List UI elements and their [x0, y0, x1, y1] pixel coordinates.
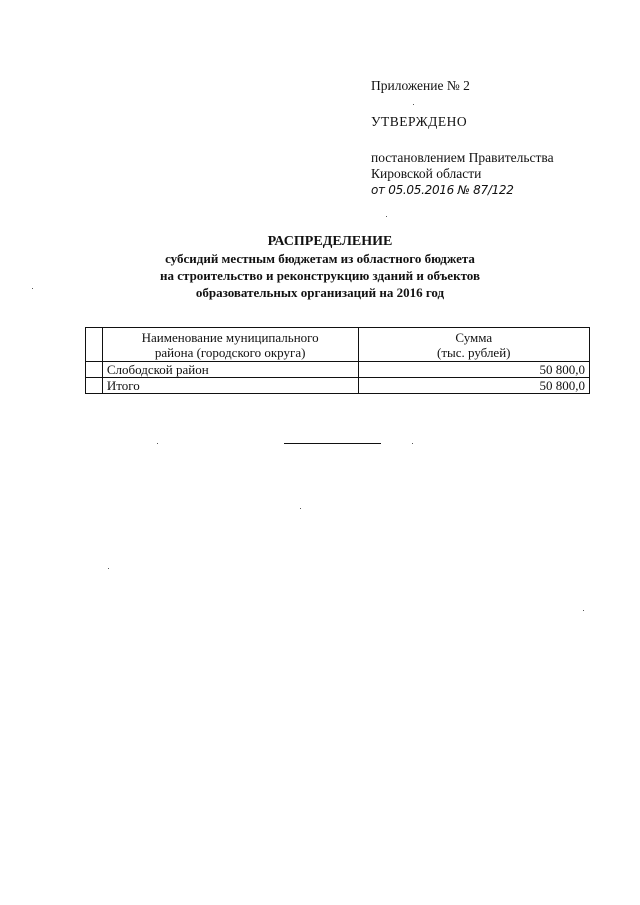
- scan-speck: [412, 443, 413, 444]
- scan-speck: [32, 288, 33, 289]
- approved-stamp: УТВЕРЖДЕНО: [371, 114, 468, 129]
- header-sum-line-1: Сумма: [455, 330, 493, 345]
- title-line-1: субсидий местным бюджетам из областного бюджета: [165, 251, 475, 266]
- title-line-3: образовательных организаций на 2016 год: [195, 285, 445, 300]
- decree-line-1: постановлением Правительства: [371, 150, 554, 165]
- decree-line-2: Кировской области: [371, 166, 482, 181]
- row-sum: 50 800,0: [358, 362, 590, 378]
- distribution-table: [85, 327, 590, 394]
- document-heading: РАСПРЕДЕЛЕНИЕ: [267, 234, 393, 249]
- table-header-row: [86, 328, 590, 362]
- header-number: [86, 328, 103, 362]
- decree-date-number: от 05.05.2016 № 87/122: [371, 183, 514, 197]
- scan-speck: [300, 508, 301, 509]
- header-name: [102, 328, 358, 362]
- scan-speck: [413, 104, 414, 105]
- row-number: [86, 362, 103, 378]
- row-name: Слободской район: [102, 362, 358, 378]
- document-title-block: [0, 234, 640, 301]
- scan-speck: [157, 443, 158, 444]
- scan-speck: [108, 568, 109, 569]
- closing-divider-line: [284, 443, 381, 444]
- row-sum: 50 800,0: [358, 378, 590, 394]
- title-line-2: на строительство и реконструкцию зданий и объектов: [160, 268, 480, 283]
- row-name: Итого: [102, 378, 358, 394]
- annex-number: Приложение № 2: [371, 78, 470, 93]
- approval-block: [371, 78, 611, 198]
- table-row-total: [86, 378, 590, 394]
- scan-speck: [583, 610, 584, 611]
- scan-speck: [386, 216, 387, 217]
- header-name-line-2: района (городского округа): [154, 345, 306, 360]
- table-row: [86, 362, 590, 378]
- header-sum-line-2: (тыс. рублей): [436, 345, 511, 360]
- header-name-line-1: Наименование муниципального: [141, 330, 319, 345]
- header-sum: [358, 328, 590, 362]
- row-number: [86, 378, 103, 394]
